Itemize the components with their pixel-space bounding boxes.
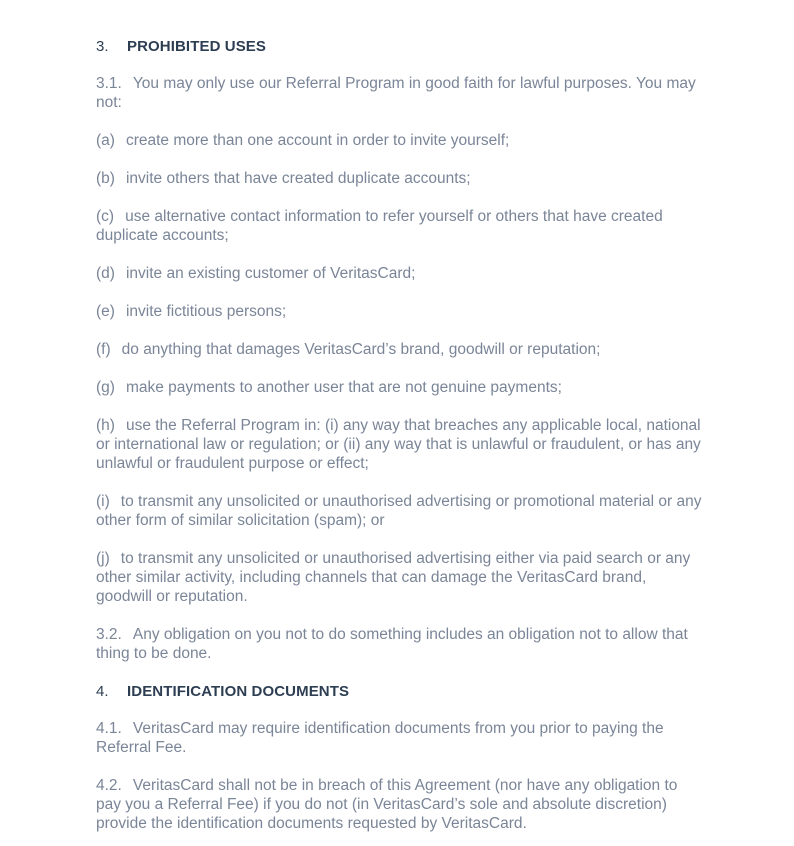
clause-3-1-h <box>96 416 706 473</box>
clause-text: use the Referral Program in: (i) any way that breaches any applicable local, national or international law or regulation; or (ii) any way that is unlawful or fraudulent, or has any unlawful or fraudulent purpose or effect; <box>96 417 701 472</box>
clause-text: to transmit any unsolicited or unauthorised advertising either via paid search or any other similar activity, including channels that can damage the VeritasCard brand, goodwill or reputation. <box>96 550 691 605</box>
section-heading-identification-documents <box>96 682 706 701</box>
clause-3-1-i <box>96 492 706 530</box>
clause-text: invite an existing customer of VeritasCard; <box>125 265 416 282</box>
clause-3-1-e <box>96 302 706 321</box>
clause-label: (a) <box>96 132 115 149</box>
clause-3-1-a <box>96 131 706 150</box>
clause-4-2 <box>96 776 706 833</box>
clause-text: VeritasCard may require identification documents from you prior to paying the Referral Fee. <box>96 720 664 756</box>
clause-label: (i) <box>96 493 110 510</box>
section-number: 3. <box>96 38 109 55</box>
clause-label: (j) <box>96 550 110 567</box>
clause-label: 3.1. <box>96 75 122 92</box>
section-title: IDENTIFICATION DOCUMENTS <box>127 683 350 700</box>
clause-text: You may only use our Referral Program in good faith for lawful purposes. You may not: <box>96 75 696 111</box>
clause-label: 4.1. <box>96 720 122 737</box>
terms-document <box>96 37 706 833</box>
clause-text: make payments to another user that are not genuine payments; <box>125 379 562 396</box>
section-title: PROHIBITED USES <box>127 38 267 55</box>
clause-label: (c) <box>96 208 115 225</box>
clause-label: 4.2. <box>96 777 122 794</box>
section-heading-prohibited-uses <box>96 37 706 56</box>
clause-label: (d) <box>96 265 115 282</box>
clause-text: use alternative contact information to refer yourself or others that have created duplicate accounts; <box>96 208 663 244</box>
clause-label: (b) <box>96 170 115 187</box>
clause-3-1-b <box>96 169 706 188</box>
clause-label: (g) <box>96 379 115 396</box>
clause-3-1-d <box>96 264 706 283</box>
clause-3-1-c <box>96 207 706 245</box>
clause-text: do anything that damages VeritasCard’s brand, goodwill or reputation; <box>121 341 601 358</box>
clause-3-1-g <box>96 378 706 397</box>
clause-text: create more than one account in order to invite yourself; <box>125 132 510 149</box>
clause-4-1 <box>96 719 706 757</box>
clause-text: Any obligation on you not to do something includes an obligation not to allow that thing to be done. <box>96 626 688 662</box>
clause-3-2 <box>96 625 706 663</box>
clause-text: to transmit any unsolicited or unauthorised advertising or promotional material or any other form of similar solicitation (spam); or <box>96 493 702 529</box>
clause-label: (h) <box>96 417 115 434</box>
clause-3-1-f <box>96 340 706 359</box>
clause-3-1 <box>96 74 706 112</box>
clause-text: invite fictitious persons; <box>125 303 287 320</box>
clause-label: 3.2. <box>96 626 122 643</box>
clause-label: (f) <box>96 341 111 358</box>
section-number: 4. <box>96 683 109 700</box>
clause-3-1-j <box>96 549 706 606</box>
clause-text: invite others that have created duplicate accounts; <box>125 170 471 187</box>
clause-text: VeritasCard shall not be in breach of this Agreement (nor have any obligation to pay you a Referral Fee) if you do not (in VeritasCard’s sole and absolute discretion) provide the identification documents requested by VeritasCard. <box>96 777 678 832</box>
clause-label: (e) <box>96 303 115 320</box>
